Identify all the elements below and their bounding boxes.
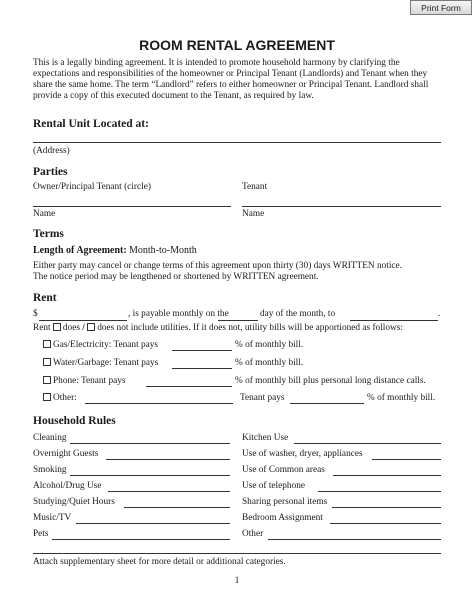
extra-rule-line[interactable] bbox=[33, 553, 441, 554]
rule-label: Other bbox=[242, 529, 264, 539]
rule-label: Use of Common areas bbox=[242, 465, 325, 475]
utility-row-gas bbox=[43, 340, 158, 350]
tenant-label: Tenant bbox=[242, 182, 268, 192]
intro-paragraph: This is a legally binding agreement. It is intended to promote household harmony by clarifying the expectations and responsibilities of the homeowner or Principal Tenant (Landlords) and Tenant when they share the same home. The term “Landlord” refers to either homeowner or Principal Tenant. Landlord shall provide a copy of this executed document to the Tenant, as required by law. bbox=[33, 58, 429, 101]
slash: / bbox=[82, 323, 85, 333]
gas-percent-line[interactable] bbox=[172, 350, 232, 351]
attach-note: Attach supplementary sheet for more detail or additional categories. bbox=[33, 557, 286, 567]
phone-percent-line[interactable] bbox=[146, 386, 232, 387]
rule-label: Cleaning bbox=[33, 433, 67, 443]
payable-text: , is payable monthly on the bbox=[128, 309, 229, 319]
document-title: ROOM RENTAL AGREEMENT bbox=[139, 37, 335, 53]
dollar-sign: $ bbox=[33, 309, 38, 319]
notice-text-2: The notice period may be lengthened or shortened by WRITTEN agreement. bbox=[33, 272, 319, 282]
household-rules-heading: Household Rules bbox=[33, 415, 116, 427]
page-number: 1 bbox=[234, 576, 240, 586]
rule-line[interactable] bbox=[318, 491, 441, 492]
rule-label: Sharing personal items bbox=[242, 497, 328, 507]
phone-label: Phone: Tenant pays bbox=[53, 376, 126, 386]
owner-name-line[interactable] bbox=[33, 206, 231, 207]
gas-checkbox[interactable] bbox=[43, 340, 51, 348]
water-label: Water/Garbage: Tenant pays bbox=[53, 358, 159, 368]
day-of-month-text: day of the month, to bbox=[260, 309, 336, 319]
tenant-name-label: Name bbox=[242, 209, 265, 219]
rule-label: Smoking bbox=[33, 465, 67, 475]
print-form-button[interactable]: Print Form bbox=[410, 0, 472, 15]
rule-line[interactable] bbox=[52, 539, 230, 540]
owner-name-label: Name bbox=[33, 209, 56, 219]
rule-line[interactable] bbox=[124, 507, 230, 508]
rule-line[interactable] bbox=[70, 475, 230, 476]
utility-row-water bbox=[43, 358, 158, 368]
rule-label: Overnight Guests bbox=[33, 449, 99, 459]
rent-day-line[interactable] bbox=[218, 320, 258, 321]
does-not-label: does not include utilities. If it does not, utility bills will be apportioned as follows: bbox=[97, 323, 403, 333]
rent-period: . bbox=[438, 309, 441, 319]
utility-row-other bbox=[43, 393, 77, 403]
rule-line[interactable] bbox=[76, 523, 230, 524]
rental-unit-heading: Rental Unit Located at: bbox=[33, 118, 149, 130]
rent-heading: Rent bbox=[33, 292, 57, 304]
other-suffix: % of monthly bill. bbox=[367, 393, 436, 403]
water-checkbox[interactable] bbox=[43, 358, 51, 366]
rule-line[interactable] bbox=[268, 539, 441, 540]
terms-heading: Terms bbox=[33, 228, 64, 240]
other-label: Other: bbox=[53, 393, 77, 403]
rule-line[interactable] bbox=[70, 443, 230, 444]
gas-suffix: % of monthly bill. bbox=[235, 340, 304, 350]
does-not-checkbox[interactable] bbox=[87, 323, 95, 331]
rule-line[interactable] bbox=[294, 443, 441, 444]
rule-line[interactable] bbox=[106, 459, 230, 460]
rule-label: Use of telephone bbox=[242, 481, 305, 491]
other-percent-line[interactable] bbox=[290, 403, 364, 404]
other-utility-line[interactable] bbox=[85, 403, 233, 404]
rule-label: Music/TV bbox=[33, 513, 72, 523]
owner-label: Owner/Principal Tenant (circle) bbox=[33, 182, 151, 192]
utility-row-phone bbox=[43, 376, 126, 386]
rent-amount-line[interactable] bbox=[39, 320, 127, 321]
rule-line[interactable] bbox=[372, 459, 441, 460]
water-suffix: % of monthly bill. bbox=[235, 358, 304, 368]
phone-suffix: % of monthly bill plus personal long distance calls. bbox=[235, 376, 426, 386]
rule-label: Bedroom Assignment bbox=[242, 513, 323, 523]
rent-payee-line[interactable] bbox=[350, 320, 438, 321]
rule-label: Studying/Quiet Hours bbox=[33, 497, 115, 507]
length-value: Month-to-Month bbox=[129, 245, 197, 256]
does-checkbox[interactable] bbox=[53, 323, 61, 331]
rule-line[interactable] bbox=[332, 507, 441, 508]
water-percent-line[interactable] bbox=[172, 368, 232, 369]
tenant-name-line[interactable] bbox=[242, 206, 441, 207]
address-line[interactable] bbox=[33, 142, 441, 143]
length-of-agreement bbox=[33, 245, 197, 256]
rule-label: Alcohol/Drug Use bbox=[33, 481, 102, 491]
utilities-included-row bbox=[33, 323, 403, 333]
rule-label: Kitchen Use bbox=[242, 433, 289, 443]
rule-line[interactable] bbox=[108, 491, 230, 492]
notice-text: Either party may cancel or change terms of this agreement upon thirty (30) days WRITTEN notice. bbox=[33, 261, 402, 271]
phone-checkbox[interactable] bbox=[43, 376, 51, 384]
parties-heading: Parties bbox=[33, 166, 68, 178]
length-label: Length of Agreement: bbox=[33, 245, 127, 256]
address-label: (Address) bbox=[33, 146, 70, 156]
rule-line[interactable] bbox=[333, 475, 441, 476]
rent-word: Rent bbox=[33, 323, 51, 333]
rule-line[interactable] bbox=[330, 523, 441, 524]
other-checkbox[interactable] bbox=[43, 393, 51, 401]
other-tenant-pays: Tenant pays bbox=[240, 393, 285, 403]
rule-label: Pets bbox=[33, 529, 49, 539]
gas-label: Gas/Electricity: Tenant pays bbox=[53, 340, 159, 350]
rule-label: Use of washer, dryer, appliances bbox=[242, 449, 363, 459]
does-label: does bbox=[62, 323, 80, 333]
